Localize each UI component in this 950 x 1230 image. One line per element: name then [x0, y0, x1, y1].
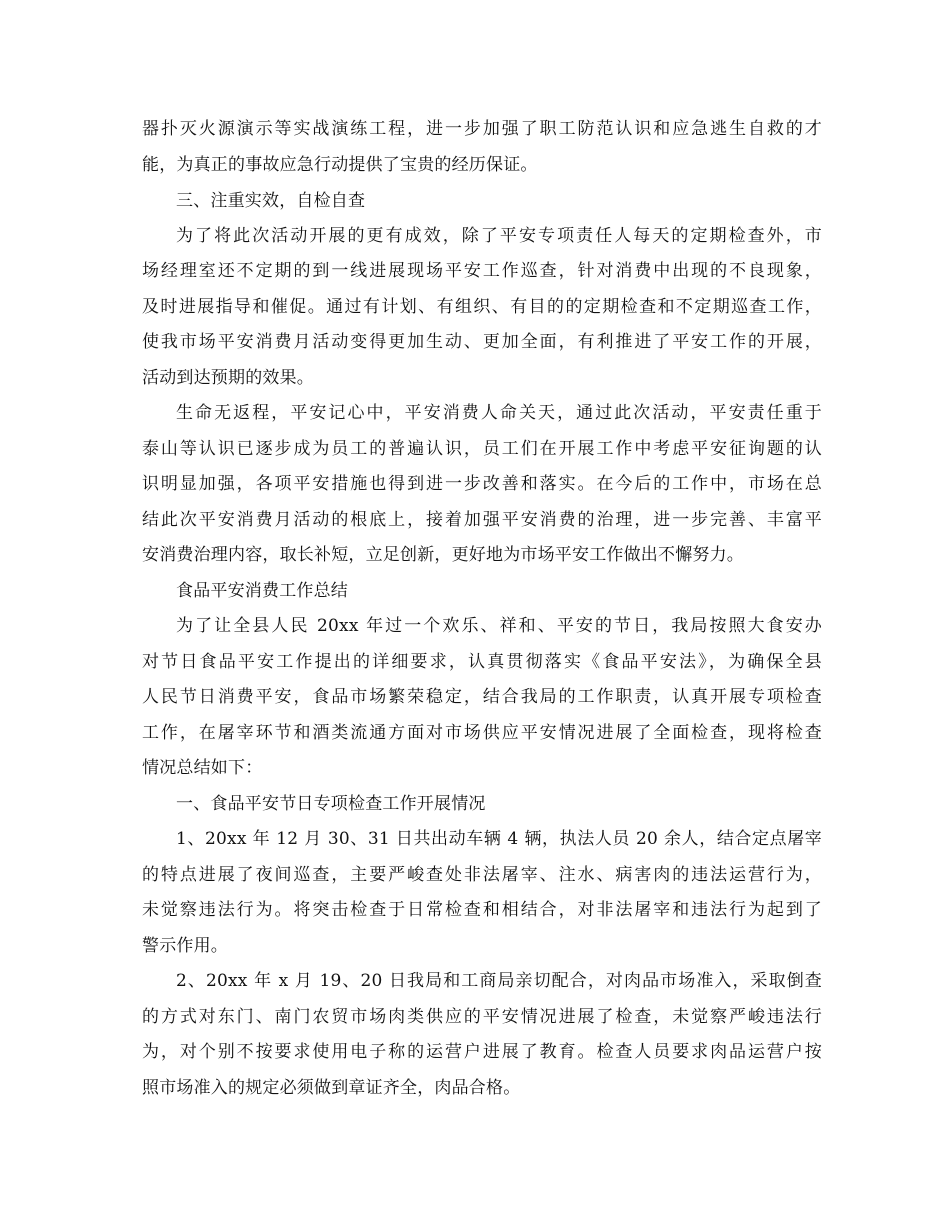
- body-line: 的方式对东门、南门农贸市场肉类供应的平安情况进展了检查，未觉察严峻违法行: [142, 1007, 822, 1027]
- body-line: 生命无返程，平安记心中，平安消费人命关天，通过此次活动，平安责任重于: [176, 403, 822, 423]
- body-line: 未觉察违法行为。将突击检查于日常检查和相结合，对非法屠宰和违法行为起到了: [142, 900, 822, 920]
- body-line: 1、20xx 年 12 月 30、31 日共出动车辆 4 辆，执法人员 20 余人，结合定点屠宰: [176, 829, 822, 849]
- body-line: 安消费治理内容，取长补短，立足创新，更好地为市场平安工作做出不懈努力。: [142, 545, 744, 565]
- body-line: 使我市场平安消费月活动变得更加生动、更加全面，有利推进了平安工作的开展，: [142, 332, 822, 352]
- body-line: 器扑灭火源演示等实战演练工程，进一步加强了职工防范认识和应急逃生自救的才: [142, 119, 822, 139]
- body-line: 情况总结如下：: [142, 758, 263, 778]
- body-line: 2、20xx 年 x 月 19、20 日我局和工商局亲切配合，对肉品市场准入，采取倒查: [176, 971, 822, 991]
- body-line: 对节日食品平安工作提出的详细要求，认真贯彻落实《食品平安法》，为确保全县: [142, 652, 822, 672]
- section-heading: 一、食品平安节日专项检查工作开展情况: [176, 794, 486, 814]
- body-line: 为，对个别不按要求使用电子称的运营户进展了教育。检查人员要求肉品运营户按: [142, 1042, 822, 1062]
- body-line: 及时进展指导和催促。通过有计划、有组织、有目的的定期检查和不定期巡查工作，: [142, 297, 822, 317]
- body-line: 为了将此次活动开展的更有成效，除了平安专项责任人每天的定期检查外，市: [176, 226, 822, 246]
- body-line: 场经理室还不定期的到一线进展现场平安工作巡查，针对消费中出现的不良现象，: [142, 261, 822, 281]
- body-line: 识明显加强，各项平安措施也得到进一步改善和落实。在今后的工作中，市场在总: [142, 474, 822, 494]
- body-line: 人民节日消费平安，食品市场繁荣稳定，结合我局的工作职责，认真开展专项检查: [142, 687, 822, 707]
- body-line: 能，为真正的事故应急行动提供了宝贵的经历保证。: [142, 155, 538, 175]
- body-line: 工作，在屠宰环节和酒类流通方面对市场供应平安情况进展了全面检查，现将检查: [142, 723, 822, 743]
- body-line: 活动到达预期的效果。: [142, 368, 314, 388]
- body-line: 泰山等认识已逐步成为员工的普遍认识，员工们在开展工作中考虑平安征询题的认: [142, 439, 822, 459]
- body-line: 为了让全县人民 20xx 年过一个欢乐、祥和、平安的节日，我局按照大食安办: [176, 616, 822, 636]
- section-heading: 三、注重实效，自检自查: [176, 191, 366, 211]
- body-line: 警示作用。: [142, 936, 228, 956]
- body-line: 的特点进展了夜间巡查，主要严峻查处非法屠宰、注水、病害肉的违法运营行为，: [142, 865, 822, 885]
- body-line: 结此次平安消费月活动的根底上，接着加强平安消费的治理，进一步完善、丰富平: [142, 510, 822, 530]
- body-line: 照市场准入的规定必须做到章证齐全，肉品合格。: [142, 1078, 521, 1098]
- section-title: 食品平安消费工作总结: [176, 581, 348, 601]
